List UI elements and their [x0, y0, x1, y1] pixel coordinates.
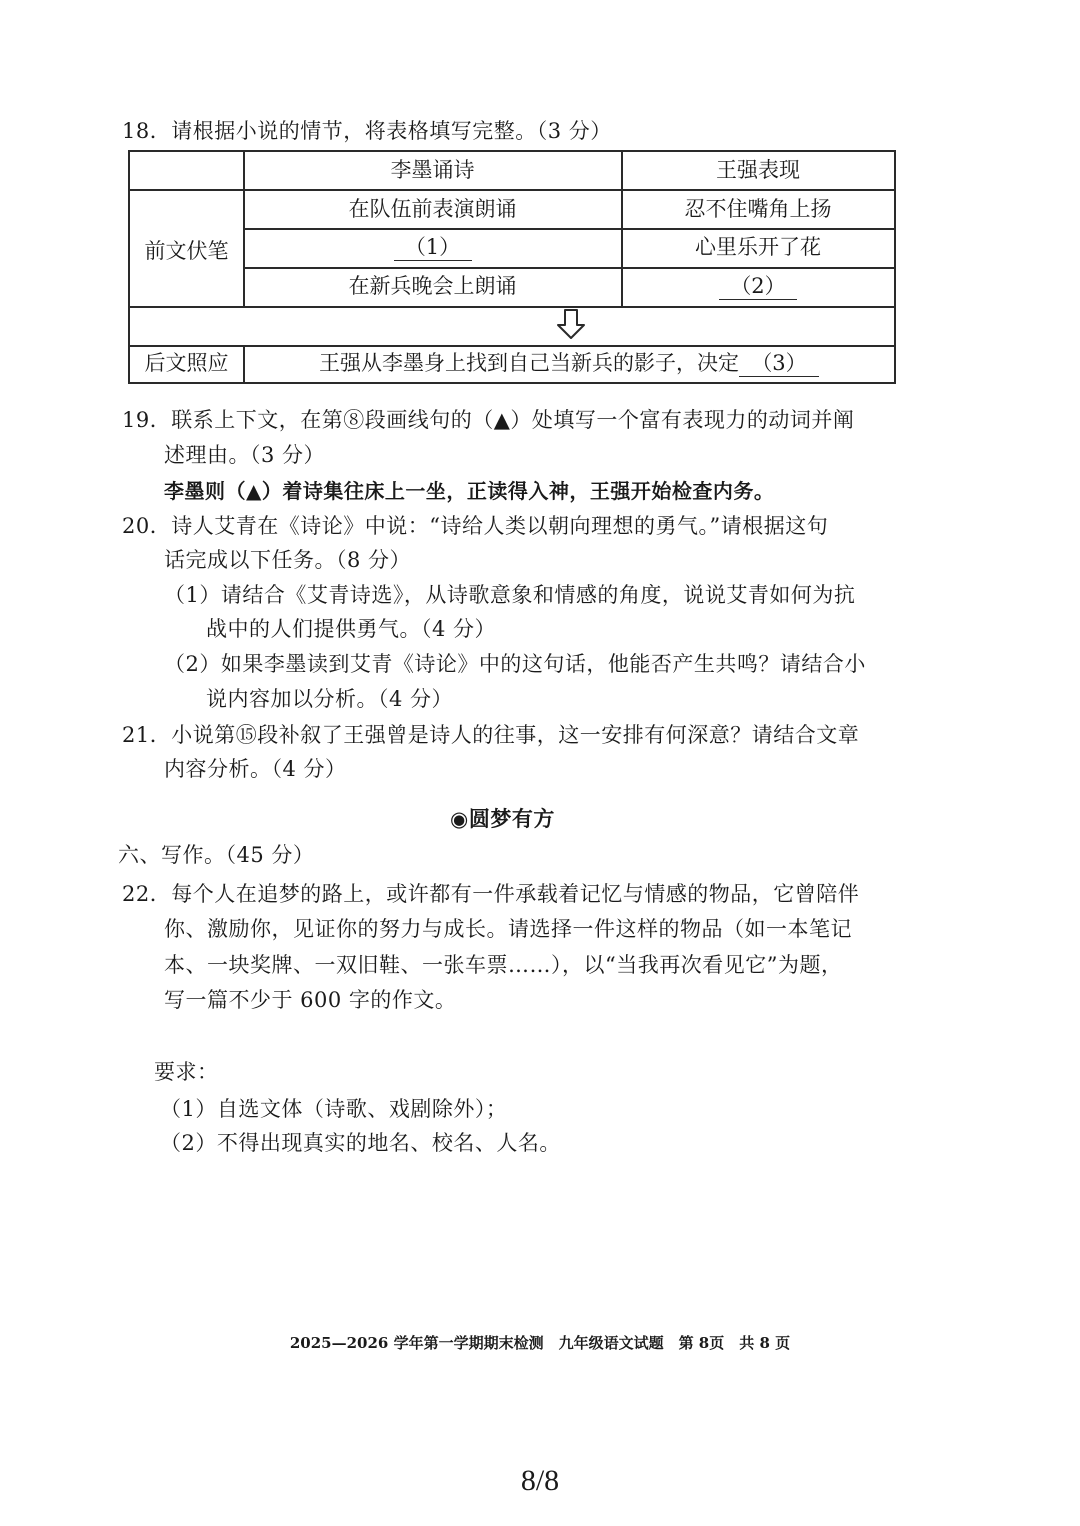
blank-3[interactable]: （3）	[739, 350, 819, 377]
blank-2[interactable]: （2）	[719, 273, 797, 300]
question-22-line1: 22．每个人在追梦的路上，或许都有一件承载着记忆与情感的物品，它曾陪伴	[122, 882, 860, 906]
question-20-sub1-line2: 战中的人们提供勇气。（4 分）	[206, 617, 497, 641]
question-22-line2: 你、激励你，见证你的努力与成长。请选择一件这样的物品（如一本笔记	[164, 917, 852, 941]
question-20-line2: 话完成以下任务。（8 分）	[164, 548, 412, 572]
plot-table	[128, 150, 896, 384]
question-19-quote: 李墨则（▲）着诗集往床上一坐，正读得入神，王强开始检查内务。	[164, 479, 775, 503]
row-label-foreshadow: 前文伏笔	[144, 239, 229, 263]
question-19-line2: 述理由。（3 分）	[164, 443, 326, 467]
header-li-mo: 李墨诵诗	[390, 158, 475, 182]
row1-wang-qiang: 忍不住嘴角上扬	[684, 197, 832, 221]
question-19-line1: 19．联系上下文，在第⑧段画线句的（▲）处填写一个富有表现力的动词并阐	[122, 408, 855, 432]
part-6-writing: 六、写作。（45 分）	[118, 843, 315, 867]
page-number: 8/8	[520, 1464, 560, 1497]
question-22-line3: 本、一块奖牌、一双旧鞋、一张车票……），以“当我再次看见它”为题，	[164, 953, 843, 977]
row-label-echo: 后文照应	[144, 351, 229, 375]
blank-1[interactable]: （1）	[394, 234, 472, 261]
header-wang-qiang: 王强表现	[716, 158, 800, 182]
question-21-line2: 内容分析。（4 分）	[164, 757, 347, 781]
row3-wang-qiang-blank	[622, 271, 894, 301]
row1-li-mo: 在队伍前表演朗诵	[348, 197, 517, 221]
question-20-sub2-line2: 说内容加以分析。（4 分）	[206, 687, 454, 711]
down-arrow-icon	[556, 308, 586, 340]
question-18-title: 18．请根据小说的情节，将表格填写完整。（3 分）	[122, 119, 612, 143]
echo-text: 王强从李墨身上找到自己当新兵的影子，决定	[319, 351, 739, 375]
question-20-sub1-line1: （1）请结合《艾青诗选》，从诗歌意象和情感的角度，说说艾青如何为抗	[164, 583, 856, 607]
section-heading: ◉圆梦有方	[450, 806, 555, 831]
row2-li-mo-blank	[244, 232, 621, 262]
row3-li-mo: 在新兵晚会上朗诵	[348, 274, 517, 298]
row-echo-content	[244, 348, 894, 378]
requirement-1: （1）自选文体（诗歌、戏剧除外）；	[160, 1097, 508, 1121]
question-20-sub2-line1: （2）如果李墨读到艾青《诗论》中的这句话，他能否产生共鸣？请结合小	[164, 652, 866, 676]
requirements-label: 要求：	[154, 1060, 219, 1084]
row2-wang-qiang: 心里乐开了花	[695, 235, 821, 259]
question-20-line1: 20．诗人艾青在《诗论》中说：“诗给人类以朝向理想的勇气。”请根据这句	[122, 514, 829, 538]
requirement-2: （2）不得出现真实的地名、校名、人名。	[160, 1131, 561, 1155]
question-21-line1: 21．小说第⑮段补叙了王强曾是诗人的往事，这一安排有何深意？请结合文章	[122, 723, 860, 747]
question-22-line4: 写一篇不少于 600 字的作文。	[164, 988, 457, 1012]
page-footer: 2025—2026 学年第一学期期末检测 九年级语文试题 第 8页 共 8 页	[289, 1334, 791, 1352]
